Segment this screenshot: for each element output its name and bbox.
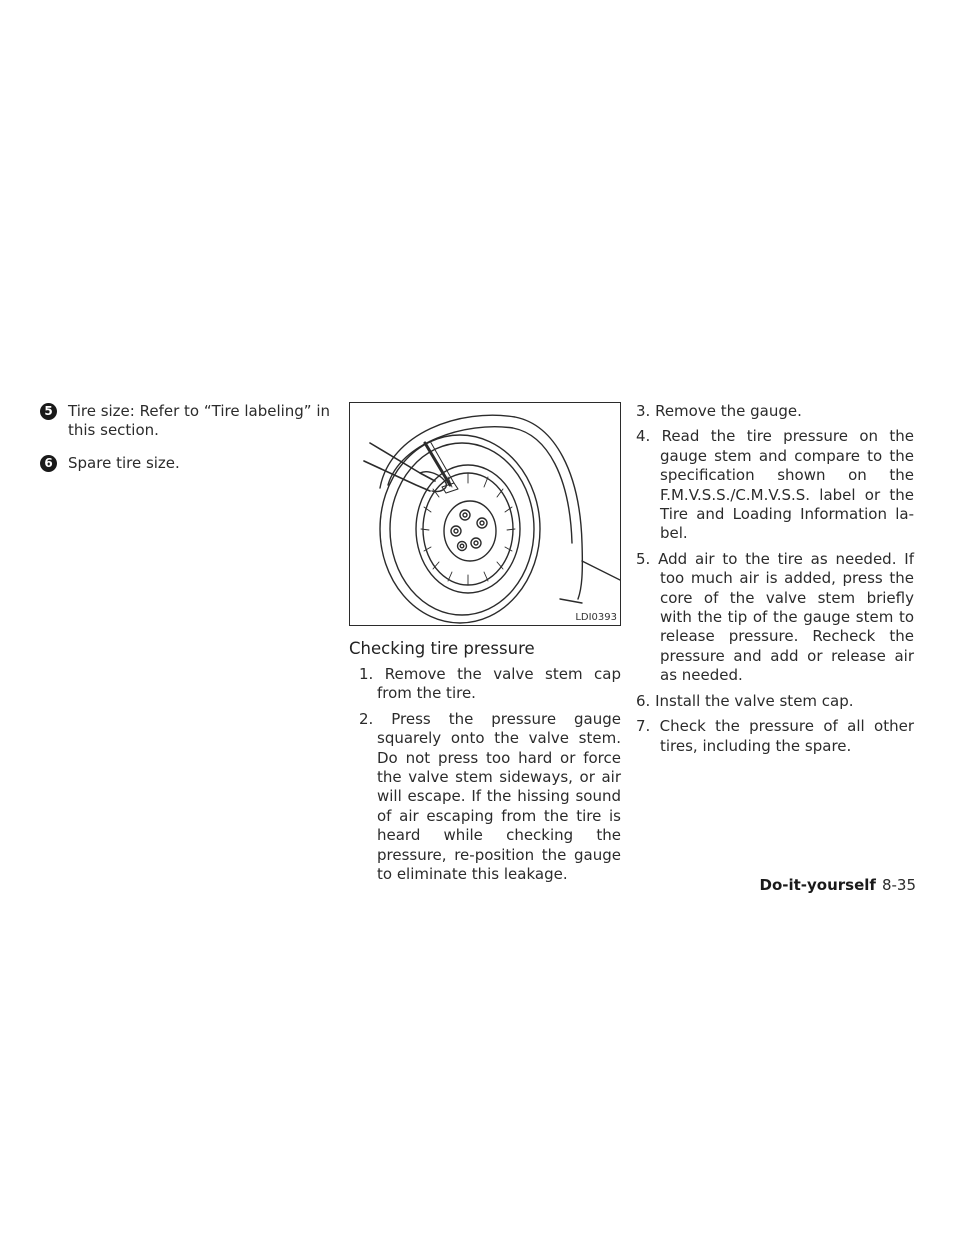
callout-item bbox=[40, 454, 332, 473]
callout-list bbox=[40, 402, 332, 487]
step-item: 2. Press the pressure gauge squarely onto the valve stem. Do not press too hard or force the valve stem sideways, or air will escape. If the hissing sound of air escaping from the tire is heard while checking the pressure, re-position the gauge to eliminate this leakage. bbox=[359, 709, 621, 884]
callout-text: Spare tire size. bbox=[68, 454, 180, 472]
step-list bbox=[349, 665, 621, 884]
step-item: 3. Remove the gauge. bbox=[636, 402, 802, 420]
step-item: 1. Remove the valve stem cap from the tire. bbox=[359, 665, 621, 703]
main-column bbox=[349, 402, 621, 890]
page-number: 8-35 bbox=[881, 876, 916, 894]
callout-number-badge: 5 bbox=[40, 403, 57, 420]
step-item: 7. Check the pressure of all other tires, including the spare. bbox=[636, 717, 914, 755]
tire-pressure-gauge-illustration bbox=[350, 403, 621, 626]
section-title: Checking tire pressure bbox=[349, 639, 535, 658]
tire-figure bbox=[349, 402, 621, 626]
step-item: 4. Read the tire pressure on the gauge stem and compare to the specification shown on the F.M.V.S.S./C.M.V.S.S. label or the Tire and Loading Information la-bel. bbox=[636, 427, 914, 543]
footer-section-title: Do-it-yourself bbox=[759, 876, 876, 894]
step-item: 6. Install the valve stem cap. bbox=[636, 691, 854, 710]
callout-number-badge: 6 bbox=[40, 455, 57, 472]
step-list bbox=[636, 402, 914, 756]
figure-code: LDI0393 bbox=[575, 612, 617, 623]
page-footer bbox=[760, 876, 917, 895]
steps-continued-column bbox=[636, 402, 914, 762]
callout-item bbox=[40, 402, 332, 440]
callout-text: Tire size: Refer to “Tire labeling” in this section. bbox=[68, 402, 331, 439]
step-item: 5. Add air to the tire as needed. If too much air is added, press the core of the valve stem briefly with the tip of the gauge stem to release pressure. Recheck the pressure and add or release air as needed. bbox=[636, 549, 914, 685]
